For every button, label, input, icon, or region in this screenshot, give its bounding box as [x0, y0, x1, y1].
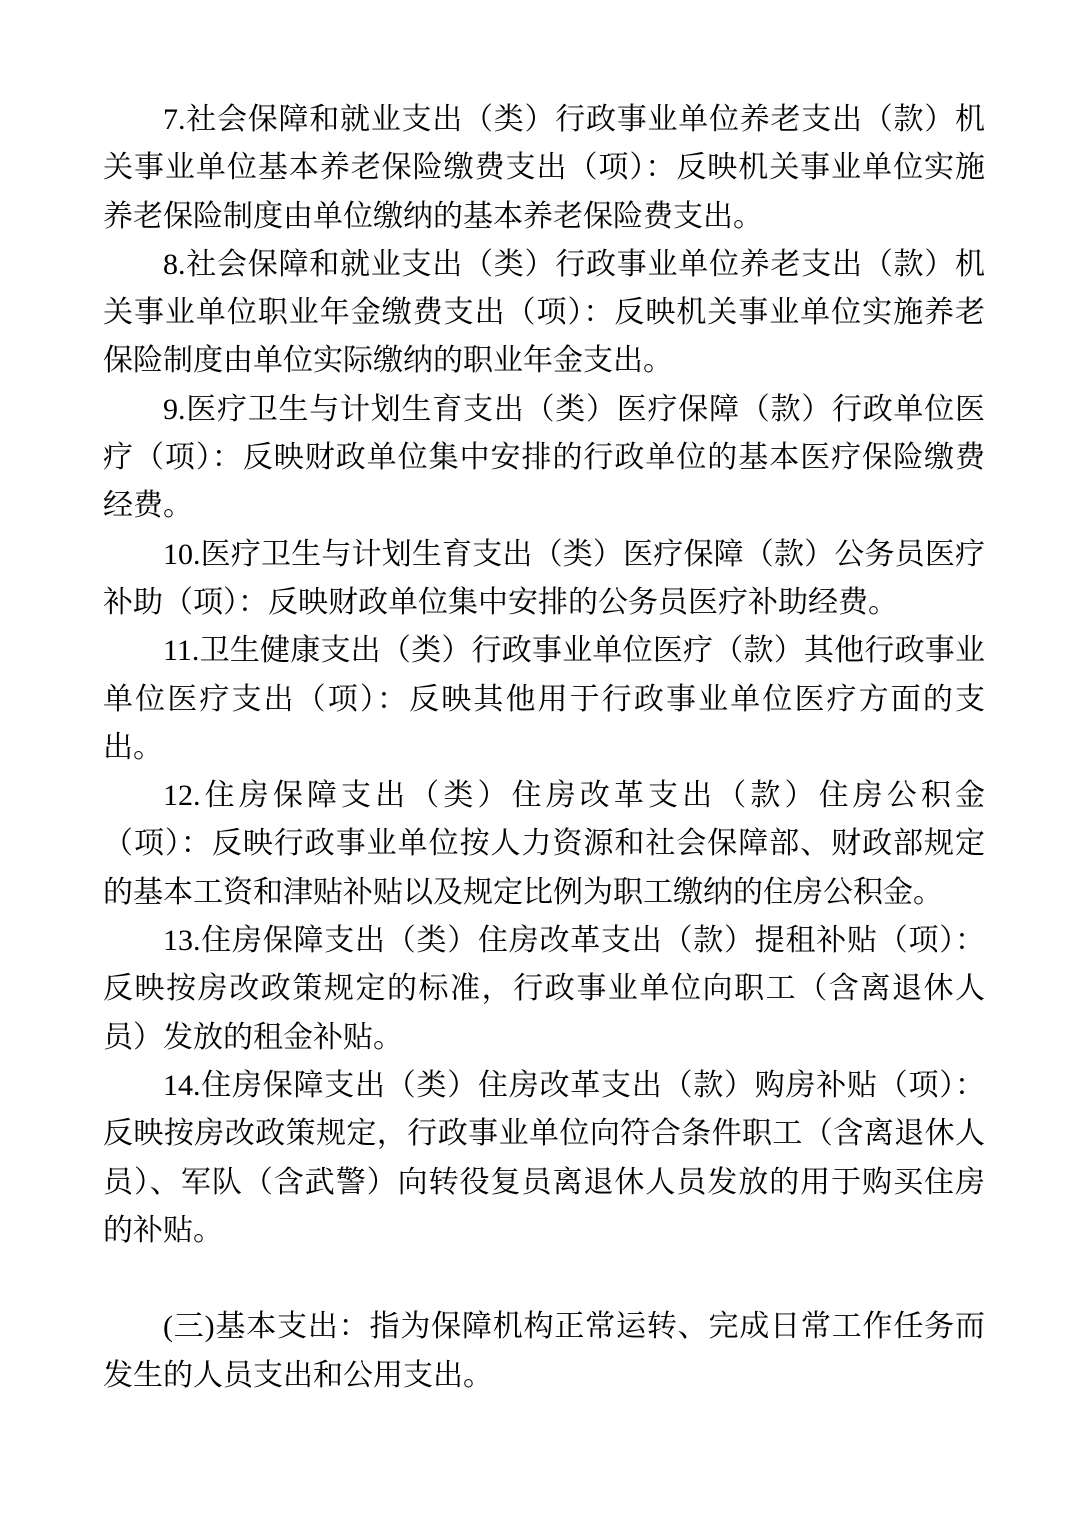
section-basic-expenditure: (三)基本支出：指为保障机构正常运转、完成日常工作任务而发生的人员支出和公用支出。: [103, 1310, 985, 1392]
expenditure-item-7: 7.社会保障和就业支出（类）行政事业单位养老支出（款）机关事业单位基本养老保险缴费支出（项）：反映机关事业单位实施养老保险制度由单位缴纳的基本养老保险费支出。: [103, 103, 985, 233]
expenditure-item-8: 8.社会保障和就业支出（类）行政事业单位养老支出（款）机关事业单位职业年金缴费支出（项）：反映机关事业单位实施养老保险制度由单位实际缴纳的职业年金支出。: [103, 247, 985, 378]
expenditure-item-11: 11.卫生健康支出（类）行政事业单位医疗（款）其他行政事业单位医疗支出（项）：反映其他用于行政事业单位医疗方面的支出。: [103, 634, 985, 764]
expenditure-item-10: 10.医疗卫生与计划生育支出（类）医疗保障（款）公务员医疗补助（项）：反映财政单位集中安排的公务员医疗补助经费。: [103, 537, 985, 619]
expenditure-item-13: 13.住房保障支出（类）住房改革支出（款）提租补贴（项）：反映按房改政策规定的标准，行政事业单位向职工（含离退休人员）发放的租金补贴。: [103, 924, 985, 1054]
expenditure-item-14: 14.住房保障支出（类）住房改革支出（款）购房补贴（项）：反映按房改政策规定，行政事业单位向符合条件职工（含离退休人员）、军队（含武警）向转役复员离退休人员发放的用于购买住房的补贴。: [103, 1068, 985, 1247]
expenditure-item-9: 9.医疗卫生与计划生育支出（类）医疗保障（款）行政单位医疗（项）：反映财政单位集中安排的行政单位的基本医疗保险缴费经费。: [103, 392, 985, 523]
expenditure-item-12: 12.住房保障支出（类）住房改革支出（款）住房公积金（项）：反映行政事业单位按人力资源和社会保障部、财政部规定的基本工资和津贴补贴以及规定比例为职工缴纳的住房公积金。: [103, 779, 985, 909]
